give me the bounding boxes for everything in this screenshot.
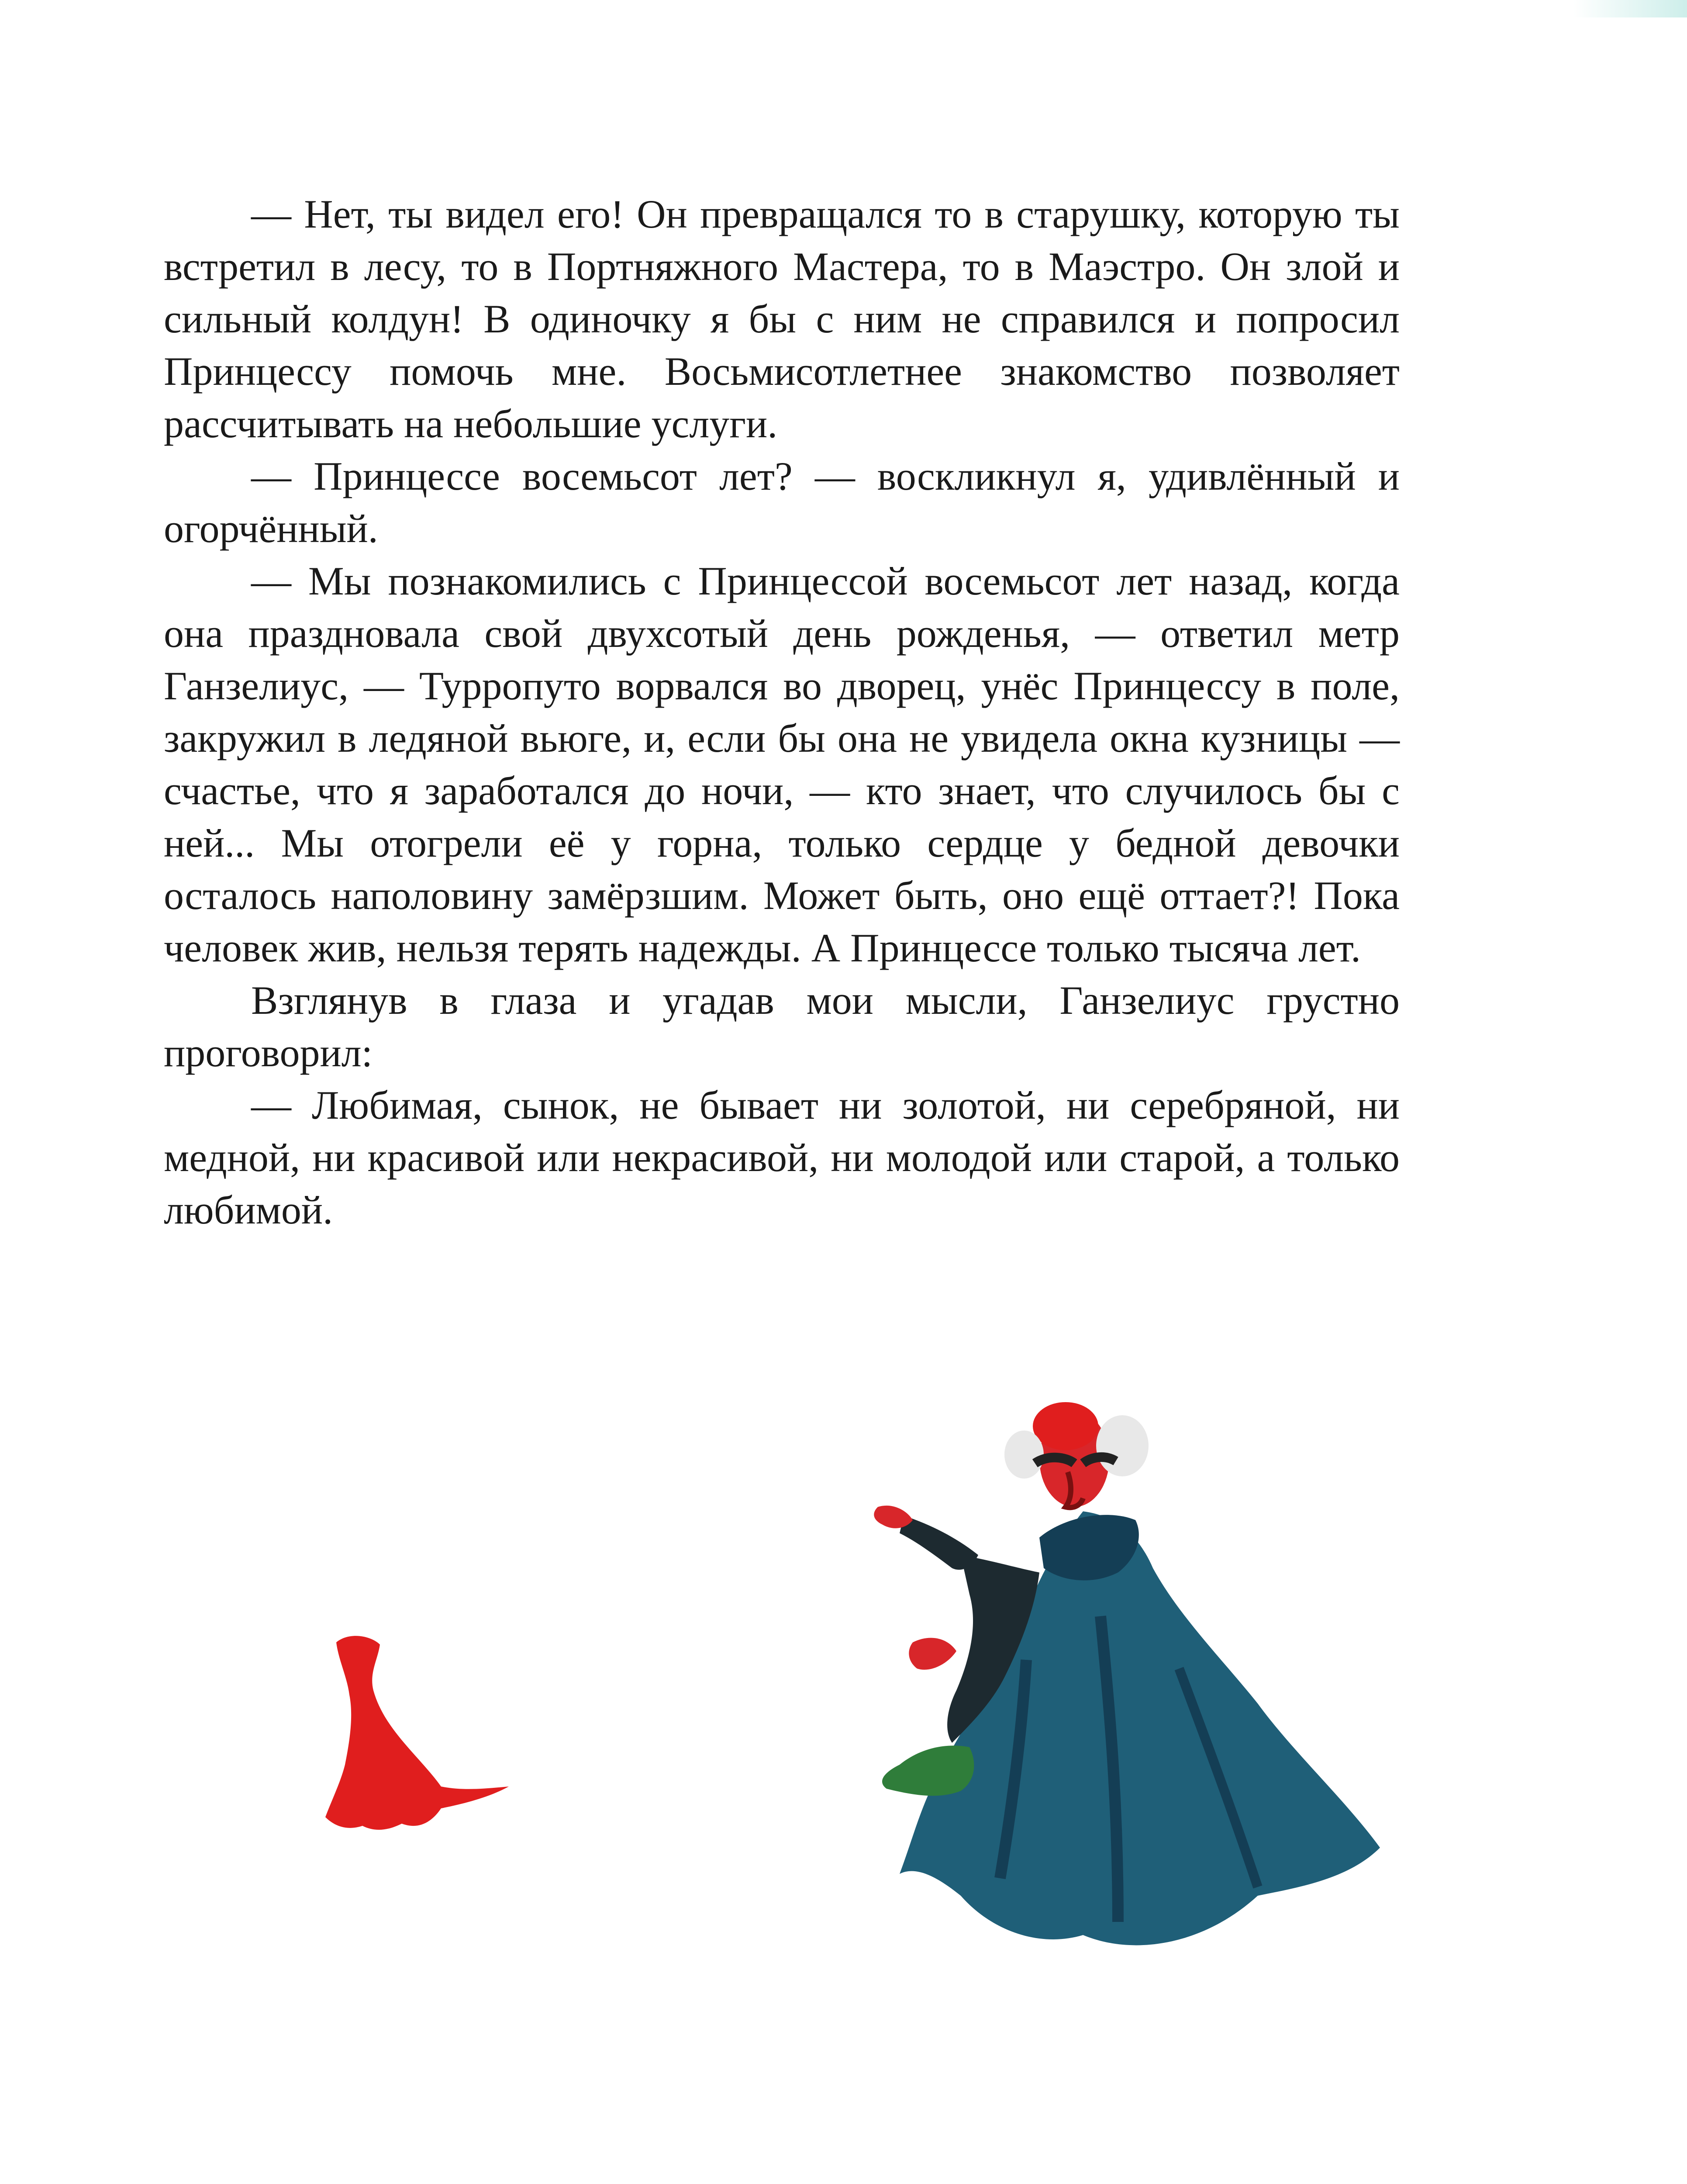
paragraph-1: — Нет, ты видел его! Он превращался то в старушку, которую ты встретил в лесу, то в Портняжного Мастера, то в Маэстро. Он злой и сильный колдун! В одиночку я бы с ним не справился и попросил Принцессу помочь мне. Восьмисотлетнее знакомство позволяет рассчитывать на небольшие услуги. bbox=[164, 192, 1400, 446]
green-boot bbox=[882, 1745, 974, 1796]
illustration bbox=[0, 1376, 1687, 2009]
lower-hand bbox=[909, 1638, 956, 1670]
white-hair bbox=[1004, 1431, 1044, 1479]
paragraph-5: — Любимая, сынок, не бывает ни золотой, ни серебряной, ни медной, ни красивой или некрасивой, ни молодой или старой, а только любимой. bbox=[164, 1083, 1400, 1232]
red-hat-shape bbox=[325, 1636, 509, 1830]
page-corner-tint bbox=[1573, 0, 1687, 17]
red-hat-illustration bbox=[325, 1636, 509, 1830]
paragraph-3: — Мы познакомились с Принцессой восемьсот лет назад, когда она праздновала свой двухсотый день рожденья, — ответил метр Ганзелиус, — Турропуто ворвался во дворец, унёс Принцессу в поле, закружил в ледяной вьюге, и, если бы она не увидела окна кузницы — счастье, что я заработался до ночи, — кто знает, что случилось бы с ней... Мы отогрели её у горна, только сердце у бедной девочки осталось наполовину замёрзшим. Может быть, оно ещё оттает?! Пока человек жив, нельзя терять надежды. А Принцессе только тысяча лет. bbox=[164, 559, 1400, 970]
pointing-hand bbox=[874, 1506, 913, 1528]
red-cap bbox=[1033, 1402, 1098, 1450]
sorcerer-illustration bbox=[874, 1402, 1380, 1945]
paragraph-4: Взглянув в глаза и угадав мои мысли, Ганзелиус грустно проговорил: bbox=[164, 978, 1400, 1075]
white-hair bbox=[1096, 1415, 1149, 1476]
page-text bbox=[164, 188, 1400, 1236]
pointing-arm bbox=[900, 1516, 978, 1570]
paragraph-2: — Принцессе восемьсот лет? — воскликнул я, удивлённый и огорчённый. bbox=[164, 454, 1400, 551]
